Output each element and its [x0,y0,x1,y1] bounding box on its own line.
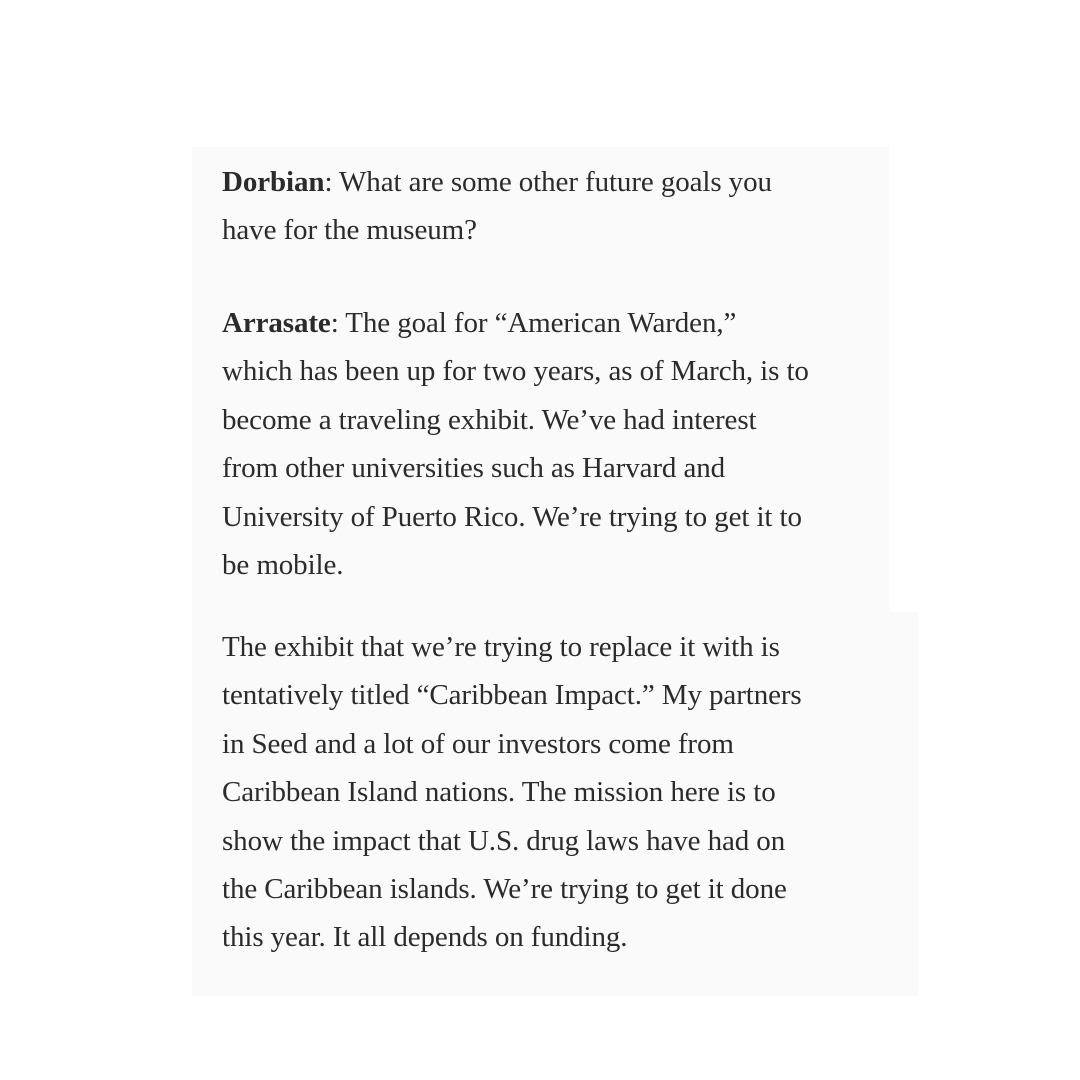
answer-paragraph-2: The exhibit that we’re trying to replace it with is tentatively titled “Caribbean Impact.” My partners in Seed and a lot of our investors come from Caribbean Island nations. The mission here is to show the impact that U.S. drug laws have had on the Caribbean islands. We’re trying to get it done this year. It all depends on funding. [222,631,802,954]
question-paragraph [222,158,882,255]
question-text: : What are some other future goals you have for the museum? [222,166,772,247]
speaker-name-dorbian: Dorbian [222,166,325,198]
answer-text-1: : The goal for “American Warden,” which has been up for two years, as of March, is to become a traveling exhibit. We’ve had interest from other universities such as Harvard and University of Puerto Rico. We’re trying to get it to be mobile. [222,307,809,582]
answer-paragraph-1 [222,299,887,589]
speaker-name-arrasate: Arrasate [222,307,331,339]
